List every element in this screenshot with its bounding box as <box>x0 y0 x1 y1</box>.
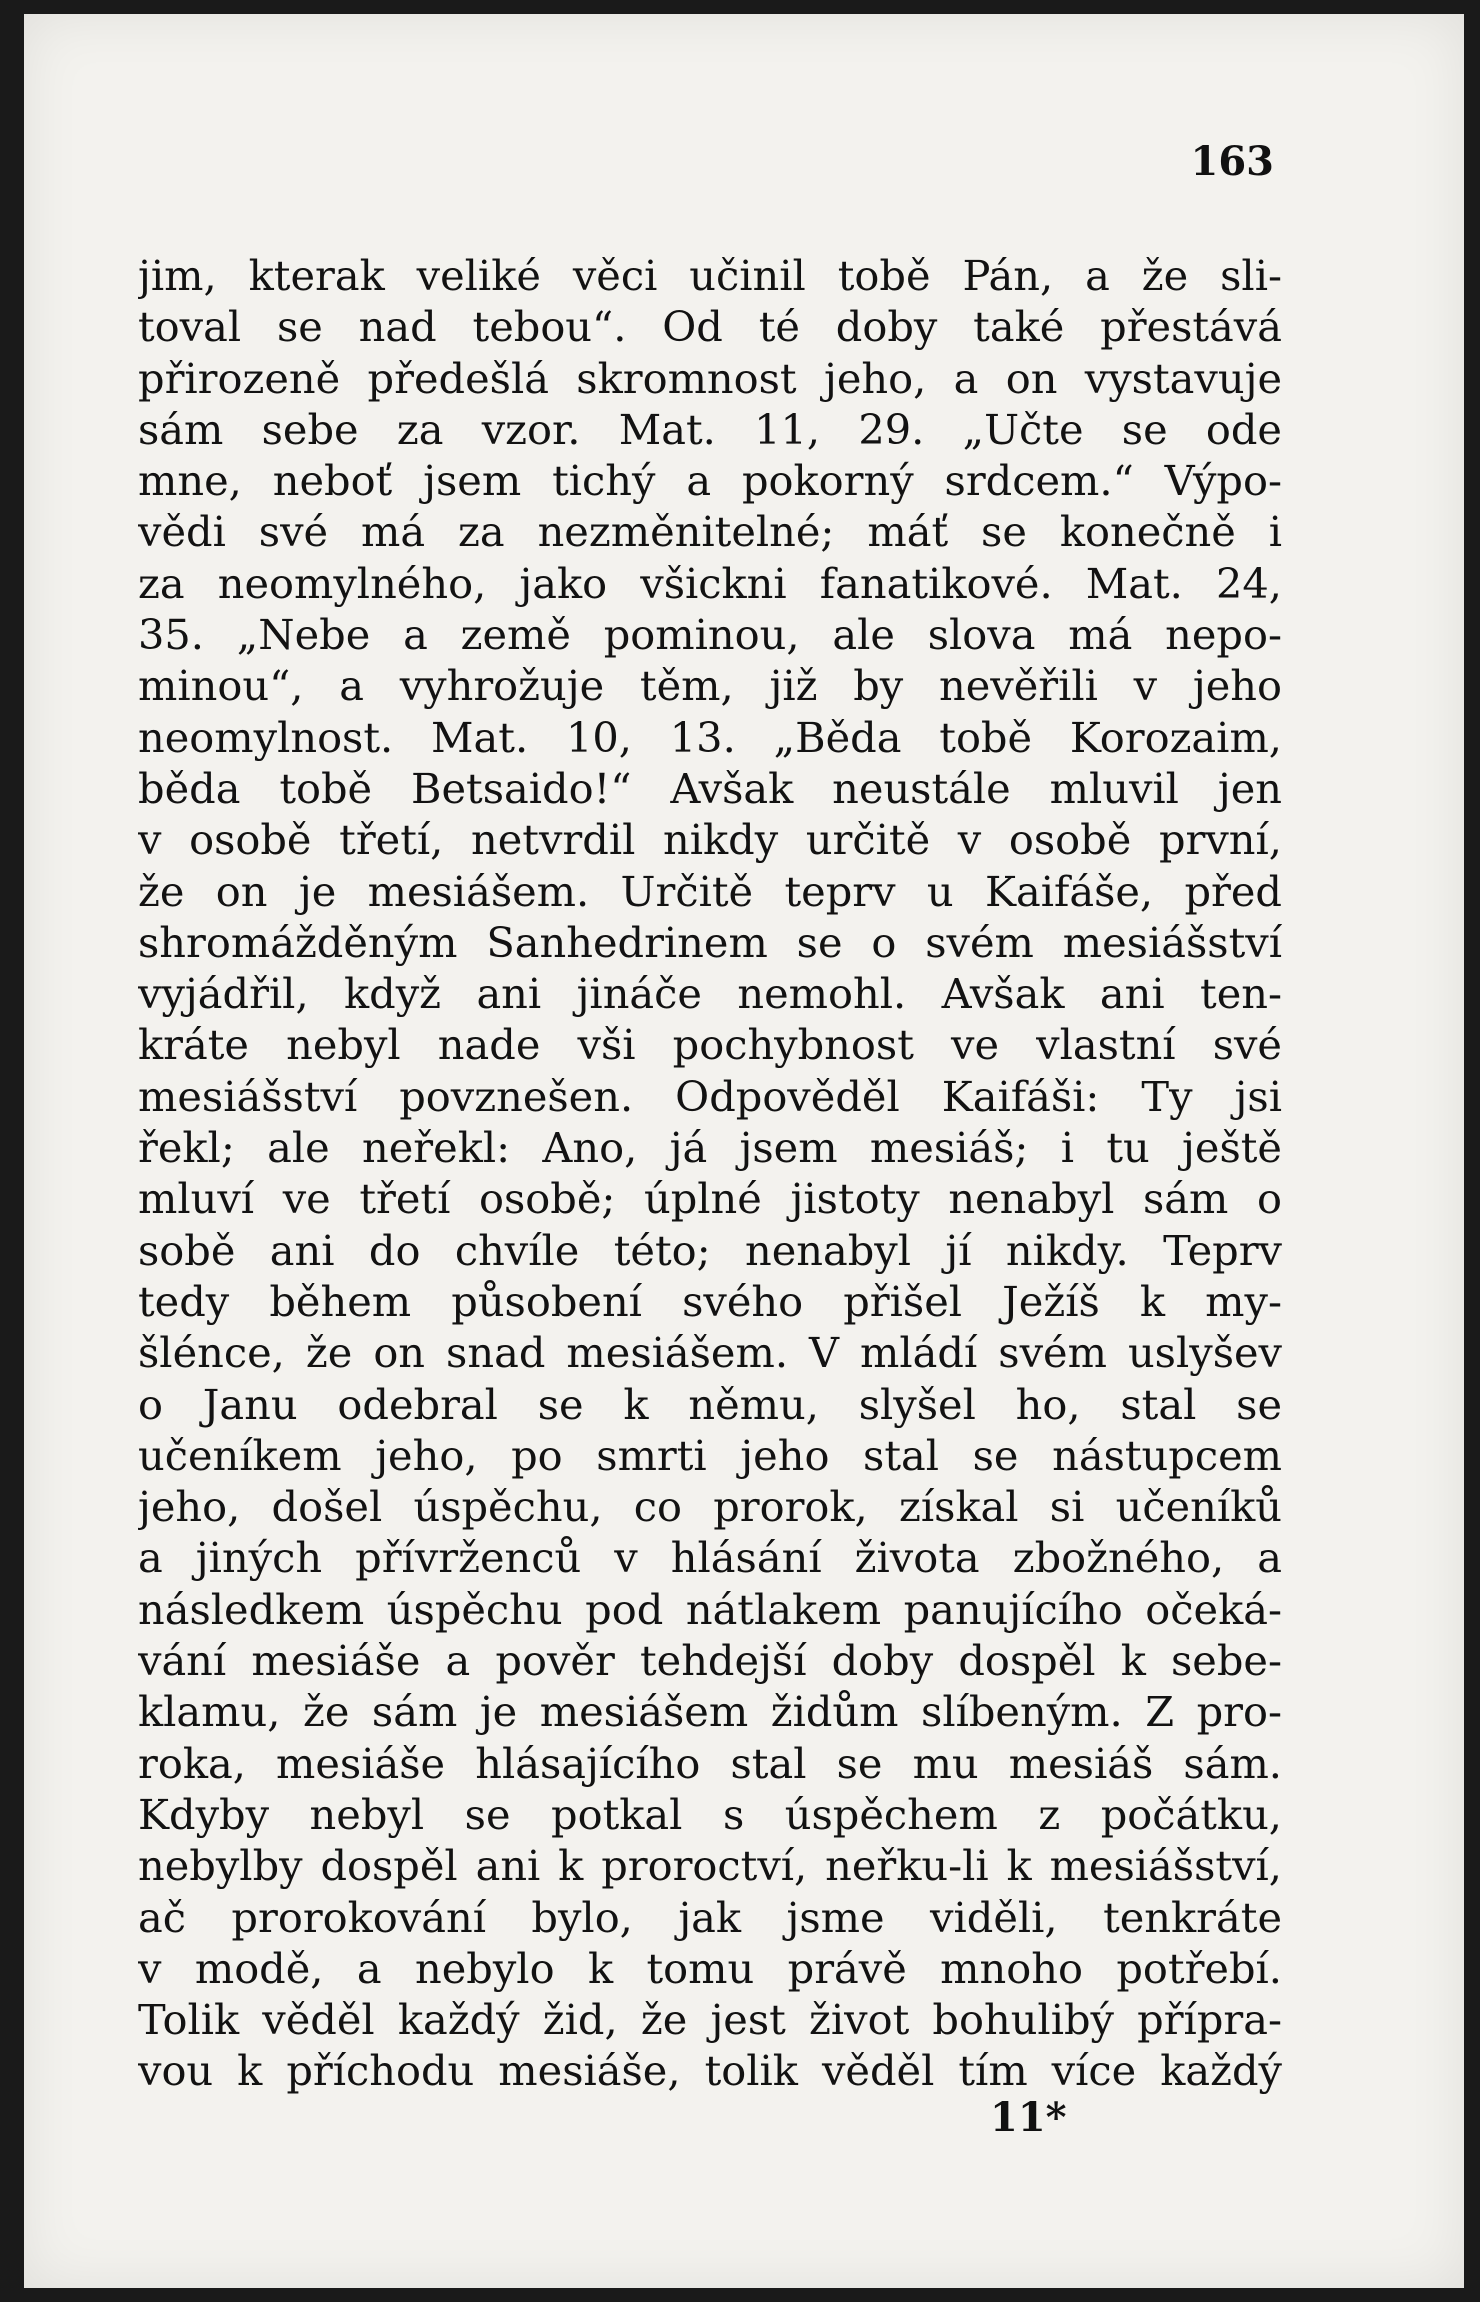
text-line: roka, mesiáše hlásajícího stal se mu mesiáš sám. <box>138 1738 1282 1788</box>
text-line: šlénce, že on snad mesiášem. V mládí svém uslyšev <box>138 1328 1282 1378</box>
text-line: následkem úspěchu pod nátlakem panujícího očeká- <box>138 1584 1282 1634</box>
text-line: v osobě třetí, netvrdil nikdy určitě v osobě první, <box>138 815 1282 865</box>
text-line: Kdyby nebyl se potkal s úspěchem z počátku, <box>138 1789 1282 1839</box>
text-line: sobě ani do chvíle této; nenabyl jí nikdy. Teprv <box>138 1225 1282 1275</box>
text-line: tedy během působení svého přišel Ježíš k my- <box>138 1276 1282 1326</box>
text-line: nebylby dospěl ani k proroctví, neřku-li k mesiášství, <box>138 1841 1282 1891</box>
text-line: za neomylného, jako všickni fanatikové. Mat. 24, <box>138 558 1282 608</box>
text-line: řekl; ale neřekl: Ano, já jsem mesiáš; i tu ještě <box>138 1123 1282 1173</box>
text-line: jim, kterak veliké věci učinil tobě Pán, a že sli- <box>138 251 1282 300</box>
text-line: mesiášství povznešen. Odpověděl Kaifáši: Ty jsi <box>138 1071 1282 1121</box>
text-line: 35. „Nebe a země pominou, ale slova má nepo- <box>138 610 1282 660</box>
text-line: o Janu odebral se k němu, slyšel ho, stal se <box>138 1379 1282 1429</box>
text-line: učeníkem jeho, po smrti jeho stal se nástupcem <box>138 1430 1282 1480</box>
text-line: mne, neboť jsem tichý a pokorný srdcem.“ Výpo- <box>138 456 1282 506</box>
text-line: sám sebe za vzor. Mat. 11, 29. „Učte se ode <box>138 404 1282 454</box>
text-line: vou k příchodu mesiáše, tolik věděl tím více každý <box>138 2046 1282 2096</box>
text-line: minou“, a vyhrožuje těm, již by nevěřili v jeho <box>138 661 1282 711</box>
body-text <box>138 250 1282 2097</box>
text-line: jeho, došel úspěchu, co prorok, získal si učeníků <box>138 1482 1282 1532</box>
text-line: běda tobě Betsaido!“ Avšak neustále mluvil jen <box>138 763 1282 813</box>
text-line: a jiných přívrženců v hlásání života zbožného, a <box>138 1533 1282 1583</box>
text-line: v modě, a nebylo k tomu právě mnoho potřebí. <box>138 1943 1282 1993</box>
text-line: neomylnost. Mat. 10, 13. „Běda tobě Korozaim, <box>138 712 1282 762</box>
page-number: 163 <box>1190 138 1274 185</box>
signature-mark: 11* <box>990 2094 1067 2141</box>
text-line: Tolik věděl každý žid, že jest život bohulibý přípra- <box>138 1995 1282 2045</box>
text-line: shromážděným Sanhedrinem se o svém mesiášství <box>138 917 1282 967</box>
text-line: že on je mesiášem. Určitě teprv u Kaifáše, před <box>138 866 1282 916</box>
text-line: ač prorokování bylo, jak jsme viděli, tenkráte <box>138 1892 1282 1942</box>
text-line: přirozeně předešlá skromnost jeho, a on vystavuje <box>138 353 1282 403</box>
text-line: vání mesiáše a pověr tehdejší doby dospěl k sebe- <box>138 1636 1282 1686</box>
book-page <box>24 14 1464 2288</box>
text-line: mluví ve třetí osobě; úplné jistoty nenabyl sám o <box>138 1174 1282 1224</box>
text-line: klamu, že sám je mesiášem židům slíbeným. Z pro- <box>138 1687 1282 1737</box>
text-line: vyjádřil, když ani jináče nemohl. Avšak ani ten- <box>138 969 1282 1019</box>
text-line: vědi své má za nezměnitelné; máť se konečně i <box>138 507 1282 557</box>
text-line: toval se nad tebou“. Od té doby také přestává <box>138 302 1282 352</box>
text-line: kráte nebyl nade vši pochybnost ve vlastní své <box>138 1020 1282 1070</box>
